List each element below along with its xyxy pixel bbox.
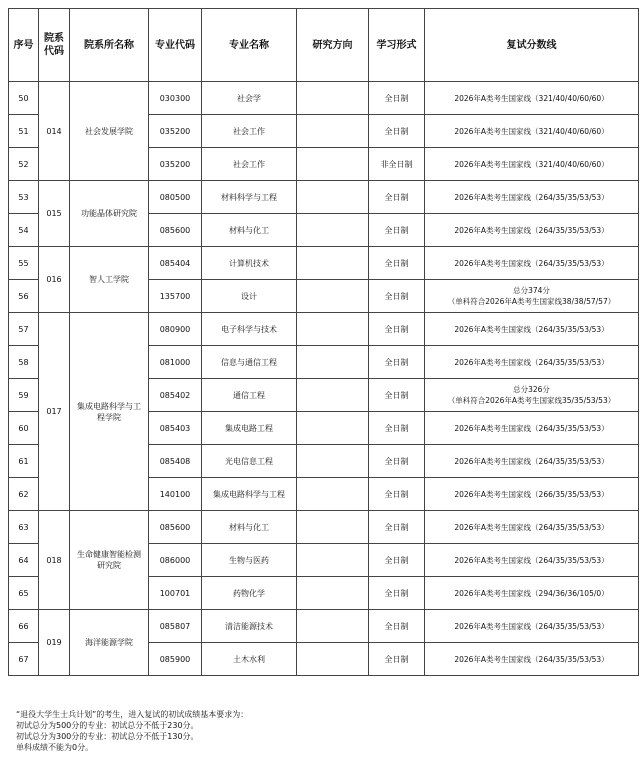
major-name-cell: 集成电路工程 — [202, 412, 297, 445]
score-line-cell: 2026年A类考生国家线（264/35/35/53/53） — [425, 313, 639, 346]
direction-cell — [297, 181, 369, 214]
study-mode-cell: 全日制 — [369, 445, 425, 478]
score-line-detail: （单科符合2026年A类考生国家线38/38/57/57） — [447, 297, 616, 306]
unit-code-cell: 014 — [39, 82, 70, 181]
table-row — [9, 247, 639, 280]
seq-cell: 51 — [9, 115, 39, 148]
study-mode-cell: 全日制 — [369, 643, 425, 676]
major-code-cell: 080900 — [149, 313, 202, 346]
table-row — [9, 313, 639, 346]
score-line-total: 总分374分 — [513, 286, 550, 295]
seq-cell: 60 — [9, 412, 39, 445]
header-major-code: 专业代码 — [149, 9, 202, 82]
score-line-cell: 2026年A类考生国家线（264/35/35/53/53） — [425, 346, 639, 379]
direction-cell — [297, 544, 369, 577]
study-mode-cell: 全日制 — [369, 214, 425, 247]
table-header-row — [9, 9, 639, 82]
major-code-cell: 140100 — [149, 478, 202, 511]
study-mode-cell: 全日制 — [369, 280, 425, 313]
direction-cell — [297, 247, 369, 280]
seq-cell: 54 — [9, 214, 39, 247]
unit-name-cell: 集成电路科学与工程学院 — [70, 313, 149, 511]
study-mode-cell: 全日制 — [369, 511, 425, 544]
unit-name-cell: 海洋能源学院 — [70, 610, 149, 676]
major-code-cell: 085408 — [149, 445, 202, 478]
seq-cell: 55 — [9, 247, 39, 280]
score-line-cell: 2026年A类考生国家线（321/40/40/60/60） — [425, 115, 639, 148]
score-line-cell: 2026年A类考生国家线（294/36/36/105/0） — [425, 577, 639, 610]
unit-name-cell: 功能晶体研究院 — [70, 181, 149, 247]
score-line-cell: 2026年A类考生国家线（321/40/40/60/60） — [425, 148, 639, 181]
score-line-total: 总分326分 — [513, 385, 550, 394]
score-line-cell: 2026年A类考生国家线（264/35/35/53/53） — [425, 445, 639, 478]
major-name-cell: 信息与通信工程 — [202, 346, 297, 379]
major-name-cell: 材料与化工 — [202, 214, 297, 247]
study-mode-cell: 全日制 — [369, 610, 425, 643]
major-name-cell: 药物化学 — [202, 577, 297, 610]
header-study-mode: 学习形式 — [369, 9, 425, 82]
major-code-cell: 085600 — [149, 214, 202, 247]
direction-cell — [297, 214, 369, 247]
major-name-cell: 计算机技术 — [202, 247, 297, 280]
score-line-cell — [425, 379, 639, 412]
header-major-name: 专业名称 — [202, 9, 297, 82]
seq-cell: 67 — [9, 643, 39, 676]
seq-cell: 63 — [9, 511, 39, 544]
score-line-cell: 2026年A类考生国家线（264/35/35/53/53） — [425, 247, 639, 280]
study-mode-cell: 全日制 — [369, 577, 425, 610]
major-name-cell: 设计 — [202, 280, 297, 313]
major-name-cell: 通信工程 — [202, 379, 297, 412]
major-name-cell: 社会学 — [202, 82, 297, 115]
major-code-cell: 080500 — [149, 181, 202, 214]
seq-cell: 66 — [9, 610, 39, 643]
major-name-cell: 社会工作 — [202, 148, 297, 181]
unit-name-cell: 智人工学院 — [70, 247, 149, 313]
major-name-cell: 电子科学与技术 — [202, 313, 297, 346]
major-code-cell: 085900 — [149, 643, 202, 676]
major-name-cell: 光电信息工程 — [202, 445, 297, 478]
score-line-cell: 2026年A类考生国家线（264/35/35/53/53） — [425, 511, 639, 544]
unit-code-cell: 019 — [39, 610, 70, 676]
major-code-cell: 085807 — [149, 610, 202, 643]
major-code-cell: 085600 — [149, 511, 202, 544]
score-line-detail: （单科符合2026年A类考生国家线35/35/53/53） — [447, 396, 616, 405]
major-code-cell: 035200 — [149, 148, 202, 181]
seq-cell: 50 — [9, 82, 39, 115]
major-code-cell: 035200 — [149, 115, 202, 148]
study-mode-cell: 非全日制 — [369, 148, 425, 181]
major-name-cell: 土木水利 — [202, 643, 297, 676]
direction-cell — [297, 148, 369, 181]
score-line-cell: 2026年A类考生国家线（264/35/35/53/53） — [425, 610, 639, 643]
major-name-cell: 生物与医药 — [202, 544, 297, 577]
unit-name-cell: 社会发展学院 — [70, 82, 149, 181]
direction-cell — [297, 346, 369, 379]
major-code-cell: 135700 — [149, 280, 202, 313]
score-line-table — [8, 8, 639, 676]
direction-cell — [297, 82, 369, 115]
major-code-cell: 085404 — [149, 247, 202, 280]
direction-cell — [297, 511, 369, 544]
unit-code-cell: 015 — [39, 181, 70, 247]
unit-code-cell: 018 — [39, 511, 70, 610]
table-row — [9, 181, 639, 214]
direction-cell — [297, 412, 369, 445]
study-mode-cell: 全日制 — [369, 82, 425, 115]
direction-cell — [297, 478, 369, 511]
seq-cell: 56 — [9, 280, 39, 313]
direction-cell — [297, 280, 369, 313]
seq-cell: 64 — [9, 544, 39, 577]
seq-cell: 59 — [9, 379, 39, 412]
score-line-cell: 2026年A类考生国家线（321/40/40/60/60） — [425, 82, 639, 115]
direction-cell — [297, 313, 369, 346]
seq-cell: 61 — [9, 445, 39, 478]
study-mode-cell: 全日制 — [369, 247, 425, 280]
table-row — [9, 610, 639, 643]
major-code-cell: 086000 — [149, 544, 202, 577]
study-mode-cell: 全日制 — [369, 346, 425, 379]
table-row — [9, 82, 639, 115]
header-seq: 序号 — [9, 9, 39, 82]
major-code-cell: 081000 — [149, 346, 202, 379]
table-row — [9, 511, 639, 544]
header-direction: 研究方向 — [297, 9, 369, 82]
unit-name-cell: 生命健康智能检测研究院 — [70, 511, 149, 610]
notes-block — [16, 709, 248, 753]
major-code-cell: 030300 — [149, 82, 202, 115]
header-unit-code: 院系代码 — [39, 9, 70, 82]
major-name-cell: 材料与化工 — [202, 511, 297, 544]
seq-cell: 52 — [9, 148, 39, 181]
study-mode-cell: 全日制 — [369, 313, 425, 346]
study-mode-cell: 全日制 — [369, 478, 425, 511]
score-line-cell: 2026年A类考生国家线（264/35/35/53/53） — [425, 214, 639, 247]
unit-code-cell: 016 — [39, 247, 70, 313]
major-name-cell: 集成电路科学与工程 — [202, 478, 297, 511]
study-mode-cell: 全日制 — [369, 181, 425, 214]
score-line-cell: 2026年A类考生国家线（264/35/35/53/53） — [425, 412, 639, 445]
unit-code-cell: 017 — [39, 313, 70, 511]
study-mode-cell: 全日制 — [369, 115, 425, 148]
seq-cell: 57 — [9, 313, 39, 346]
seq-cell: 65 — [9, 577, 39, 610]
note-line: “退役大学生士兵计划”的考生，进入复试的初试成绩基本要求为： — [16, 710, 249, 719]
seq-cell: 58 — [9, 346, 39, 379]
direction-cell — [297, 577, 369, 610]
major-name-cell: 社会工作 — [202, 115, 297, 148]
direction-cell — [297, 610, 369, 643]
major-name-cell: 清洁能源技术 — [202, 610, 297, 643]
study-mode-cell: 全日制 — [369, 379, 425, 412]
score-line-cell: 2026年A类考生国家线（266/35/35/53/53） — [425, 478, 639, 511]
direction-cell — [297, 115, 369, 148]
header-unit-name: 院系所名称 — [70, 9, 149, 82]
direction-cell — [297, 643, 369, 676]
major-name-cell: 材料科学与工程 — [202, 181, 297, 214]
study-mode-cell: 全日制 — [369, 412, 425, 445]
major-code-cell: 100701 — [149, 577, 202, 610]
note-line: 单科成绩不能为0分。 — [16, 743, 94, 752]
score-line-cell — [425, 280, 639, 313]
study-mode-cell: 全日制 — [369, 544, 425, 577]
major-code-cell: 085402 — [149, 379, 202, 412]
seq-cell: 53 — [9, 181, 39, 214]
score-line-cell: 2026年A类考生国家线（264/35/35/53/53） — [425, 643, 639, 676]
score-line-cell: 2026年A类考生国家线（264/35/35/53/53） — [425, 181, 639, 214]
major-code-cell: 085403 — [149, 412, 202, 445]
header-score-line: 复试分数线 — [425, 9, 639, 82]
direction-cell — [297, 445, 369, 478]
direction-cell — [297, 379, 369, 412]
score-line-cell: 2026年A类考生国家线（264/35/35/53/53） — [425, 544, 639, 577]
note-line: 初试总分为300分的专业：初试总分不低于130分。 — [16, 732, 199, 741]
seq-cell: 62 — [9, 478, 39, 511]
note-line: 初试总分为500分的专业：初试总分不低于230分。 — [16, 721, 199, 730]
